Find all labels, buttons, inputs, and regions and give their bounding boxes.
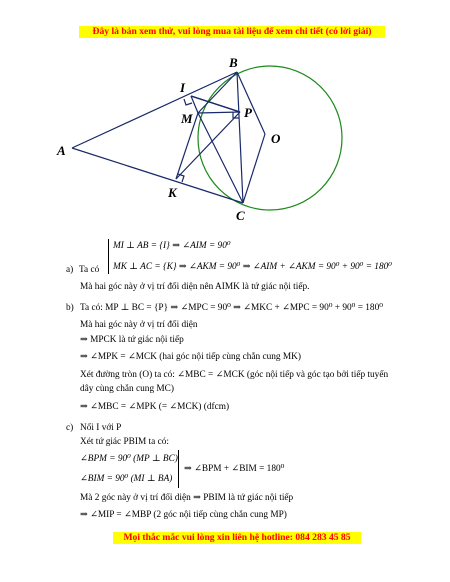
part-a-taco: Ta có (79, 265, 100, 275)
line-ab (72, 72, 237, 148)
part-a-line1: MI ⊥ AB = {I} ⇒ ∠AIM = 90⁰ (113, 241, 231, 251)
line-mb (198, 72, 237, 113)
part-c-line3: Mà 2 góc này ở vị trí đối diện ⇒ PBIM là tứ giác nội tiếp (80, 493, 294, 503)
line-bc (237, 72, 243, 203)
part-a-prefix: a) (66, 265, 74, 275)
label-m: M (181, 111, 193, 126)
part-b-line7: ⇒ ∠MBC = ∠MPK (= ∠MCK) (dfcm) (80, 402, 230, 412)
brace-c (178, 450, 179, 488)
part-a-conclusion: Mà hai góc này ở vị trí đối diện nên AIMK là tứ giác nội tiếp. (80, 282, 310, 292)
right-angle-p (233, 112, 239, 118)
line-mp (198, 112, 240, 113)
part-c-sys-result: ⇒ ∠BPM + ∠BIM = 180⁰ (184, 464, 285, 474)
label-i: I (180, 80, 186, 95)
part-b-prefix: b) (66, 303, 74, 313)
line-co (243, 134, 265, 203)
part-b-line2: Mà hai góc này ở vị trí đối diện (80, 320, 198, 330)
brace-a (108, 239, 109, 274)
label-c: C (236, 208, 245, 223)
part-c-line4: ⇒ ∠MIP = ∠MBP (2 góc nội tiếp cùng chắn cung MP) (80, 510, 287, 520)
label-p: P (244, 105, 252, 120)
part-b-line3: ⇒ MPCK là tứ giác nội tiếp (80, 335, 184, 345)
part-b-line4: ⇒ ∠MPK = ∠MCK (hai góc nội tiếp cùng chắn cung MK) (80, 352, 301, 362)
line-ac (72, 148, 243, 203)
line-bo (237, 72, 265, 134)
part-b-line5: Xét đường tròn (O) ta có: ∠MBC = ∠MCK (góc nội tiếp và góc tạo bởi tiếp tuyến (80, 370, 389, 380)
part-c-prefix: c) (66, 423, 74, 433)
label-b: B (229, 55, 238, 70)
footer-banner: Mọi thắc mắc vui lòng xin liên hệ hotline: 084 283 45 85 (113, 532, 361, 544)
part-c-line1: Nối I với P (80, 423, 122, 433)
part-b-line6: dây cùng chắn cung MC) (80, 384, 174, 394)
circle-o (198, 66, 342, 210)
label-a: A (57, 143, 66, 158)
right-angle-i (184, 99, 192, 105)
part-c-line2: Xét tứ giác PBIM ta có: (80, 437, 169, 447)
part-c-sys2: ∠BIM = 90⁰ (MI ⊥ BA) (80, 474, 173, 484)
header-banner: Đây là bản xem thử, vui lòng mua tài liệu để xem chi tiết (có lời giải) (79, 26, 385, 38)
geometry-figure (0, 0, 450, 240)
label-k: K (168, 185, 177, 200)
part-c-sys1: ∠BPM = 90⁰ (MP ⊥ BC) (80, 454, 178, 464)
part-b-line1: Ta có: MP ⊥ BC = {P} ⇒ ∠MPC = 90⁰ ⇒ ∠MKC + ∠MPC = 90⁰ + 90⁰ = 180⁰ (80, 303, 383, 313)
part-a-line2: MK ⊥ AC = {K} ⇒ ∠AKM = 90⁰ ⇒ ∠AIM + ∠AKM = 90⁰ + 90⁰ = 180⁰ (113, 262, 392, 272)
line-ib (191, 96, 240, 112)
label-o: O (271, 131, 281, 146)
